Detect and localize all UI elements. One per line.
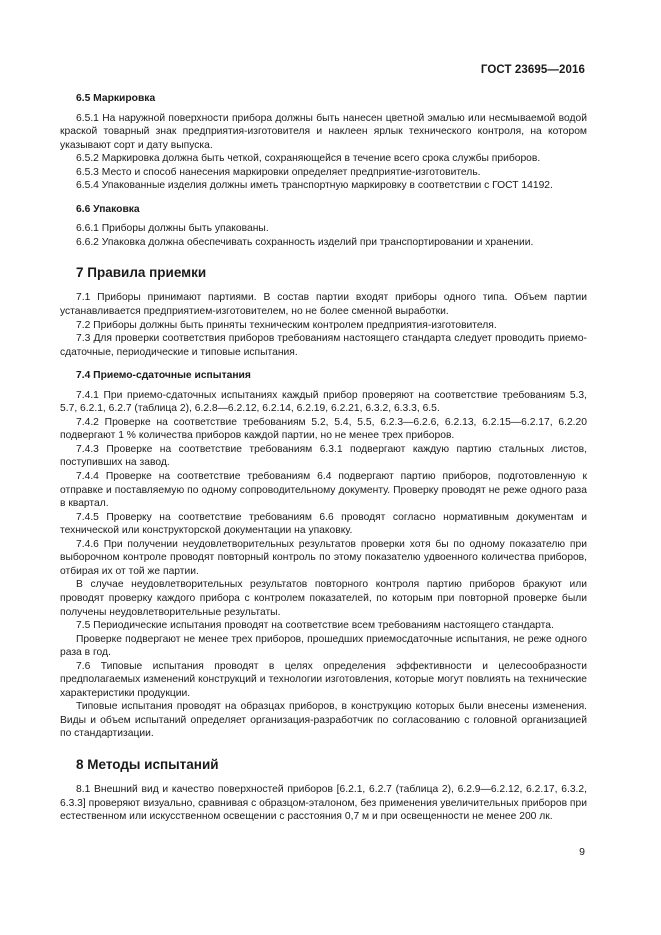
paragraph-7-5-cont: Проверке подвергают не менее трех приборов, прошедших приемосдаточные испытания, не реже одного раза в год. bbox=[60, 633, 587, 659]
paragraph-7-4-5: 7.4.5 Проверку на соответствие требованиям 6.6 проводят согласно нормативным документам и технической или конструкторской документации на упаковку. bbox=[60, 511, 587, 537]
paragraph-7-6: 7.6 Типовые испытания проводят в целях определения эффективности и целесообразности предполагаемых изменений конструкций и технологии изготовления, которые могут повлиять на технические характеристики продукции. bbox=[60, 660, 587, 699]
paragraph-7-4-3: 7.4.3 Проверке на соответствие требованиям 6.3.1 подвергают каждую партию стальных листов, поступивших на завод. bbox=[60, 443, 587, 469]
paragraph-7-6-cont: Типовые испытания проводят на образцах приборов, в конструкцию которых были внесены изменения. Виды и объем испытаний определяет организация-разработчик по согласованию с головной организацией по стандартизации. bbox=[60, 701, 587, 740]
section-6-5-heading: 6.5 Маркировка bbox=[76, 93, 156, 104]
paragraph-6-6-2: 6.6.2 Упаковка должна обеспечивать сохранность изделий при транспортировании и хранении. bbox=[76, 236, 534, 248]
document-body bbox=[60, 92, 587, 824]
page-number: 9 bbox=[579, 846, 585, 858]
paragraph-7-1: 7.1 Приборы принимают партиями. В состав партии входят приборы одного типа. Объем партии устанавливается предприятием-изготовителем, но не более сменной выработки. bbox=[60, 292, 587, 318]
paragraph-7-3: 7.3 Для проверки соответствия приборов требованиям настоящего стандарта следует проводить приемо-сдаточные, периодические и типовые испытания. bbox=[60, 333, 587, 358]
paragraph-7-4-2: 7.4.2 Проверке на соответствие требованиям 5.2, 5.4, 5.5, 6.2.3—6.2.6, 6.2.13, 6.2.15—6.2.17, 6.2.20 подвергают 1 % количества приборов каждой партии, но не менее трех приборов. bbox=[60, 416, 587, 442]
paragraph-8-1: 8.1 Внешний вид и качество поверхностей приборов [6.2.1, 6.2.7 (таблица 2), 6.2.9—6.2.12, 6.2.17, 6.3.2, 6.3.3] проверяют визуально, сравнивая с образцом-эталоном, без применения увеличительных приборов при естественном или искусственном освещении с расстояния 0,7 м и при освещенности не менее 200 лк. bbox=[60, 783, 587, 823]
section-8-heading: 8 Методы испытаний bbox=[76, 756, 219, 772]
paragraph-6-5-4: 6.5.4 Упакованные изделия должны иметь транспортную маркировку в соответствии с ГОСТ 14192. bbox=[76, 180, 553, 192]
paragraph-6-5-2: 6.5.2 Маркировка должна быть четкой, сохраняющейся в течение всего срока службы приборов. bbox=[76, 153, 541, 165]
paragraph-6-5-1: 6.5.1 На наружной поверхности прибора должны быть нанесен цветной эмалью или несмываемой водой краской товарный знак предприятия-изготовителя и наклеен ярлык технического контроля, на котором указывают сорт и дату выпуска. bbox=[60, 112, 587, 151]
paragraph-7-2: 7.2 Приборы должны быть приняты техническим контролем предприятия-изготовителя. bbox=[76, 319, 497, 331]
paragraph-7-4-6-cont: В случае неудовлетворительных результатов повторного контроля партию приборов бракуют или проводят проверку каждого прибора с контролем показателей, по которым при повторной проверке были получены неудовлетворительные результаты. bbox=[60, 579, 587, 618]
paragraph-6-5-3: 6.5.3 Место и способ нанесения маркировки определяет предприятие-изготовитель. bbox=[76, 166, 481, 178]
paragraph-7-4-4: 7.4.4 Проверке на соответствие требованиям 6.4 подвергают партию приборов, подготовленную к отправке и поставляемую по одному сопроводительному документу. Проверку проводят не реже одного раза в квартал. bbox=[60, 471, 587, 510]
paragraph-7-4-1: 7.4.1 При приемо-сдаточных испытаниях каждый прибор проверяют на соответствие требованиям 5.3, 5.7, 6.2.1, 6.2.7 (таблица 2), 6.2.8—6.2.12, 6.2.14, 6.2.19, 6.2.21, 6.3.2, 6.3.3, 6.5. bbox=[60, 389, 587, 415]
paragraph-6-6-1: 6.6.1 Приборы должны быть упакованы. bbox=[76, 223, 269, 235]
paragraph-7-4-6: 7.4.6 При получении неудовлетворительных результатов проверки хотя бы по одному показателю при выборочном контроле проводят повторный контроль по этому показателю удвоенного количества приборов, отбирая их от той же партии. bbox=[60, 538, 587, 577]
section-7-heading: 7 Правила приемки bbox=[76, 265, 207, 281]
paragraph-7-5: 7.5 Периодические испытания проводят на соответствие всем требованиям настоящего стандарта. bbox=[76, 620, 554, 632]
section-7-4-heading: 7.4 Приемо-сдаточные испытания bbox=[76, 370, 251, 382]
document-header: ГОСТ 23695—2016 bbox=[480, 64, 585, 76]
section-6-6-heading: 6.6 Упаковка bbox=[76, 203, 140, 215]
